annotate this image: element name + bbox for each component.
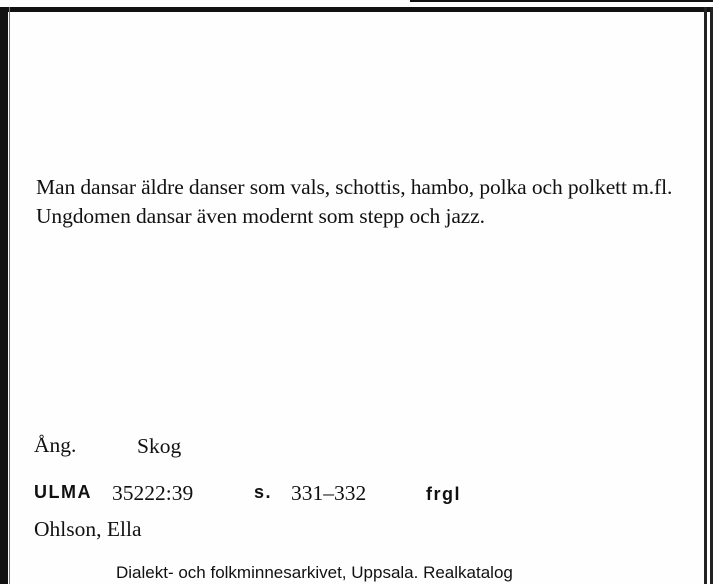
page-label: s.: [254, 482, 273, 502]
archive-code: ULMA: [34, 482, 92, 502]
card-border-left: [0, 7, 8, 584]
card-border-left-inner: [9, 7, 10, 584]
card-border-right: [704, 7, 707, 584]
page-range: 331–332: [291, 481, 367, 505]
card-border-top: [0, 7, 713, 12]
form-code: frgl: [426, 484, 461, 504]
card-border-top-thin: [410, 0, 713, 2]
ang-value: Skog: [137, 434, 182, 458]
archive-number: 35222:39: [112, 481, 194, 505]
informant-name: Ohlson, Ella: [34, 517, 142, 541]
ang-label: Ång.: [34, 433, 77, 457]
body-paragraph-2: Ungdomen dansar även modernt som stepp och jazz.: [36, 204, 485, 228]
card-body-text: [36, 173, 696, 231]
body-paragraph-1: Man dansar äldre danser som vals, schottis, hambo, polka och polkett m.fl.: [36, 175, 673, 199]
archive-footer: Dialekt- och folkminnesarkivet, Uppsala. Realkatalog: [116, 563, 513, 582]
